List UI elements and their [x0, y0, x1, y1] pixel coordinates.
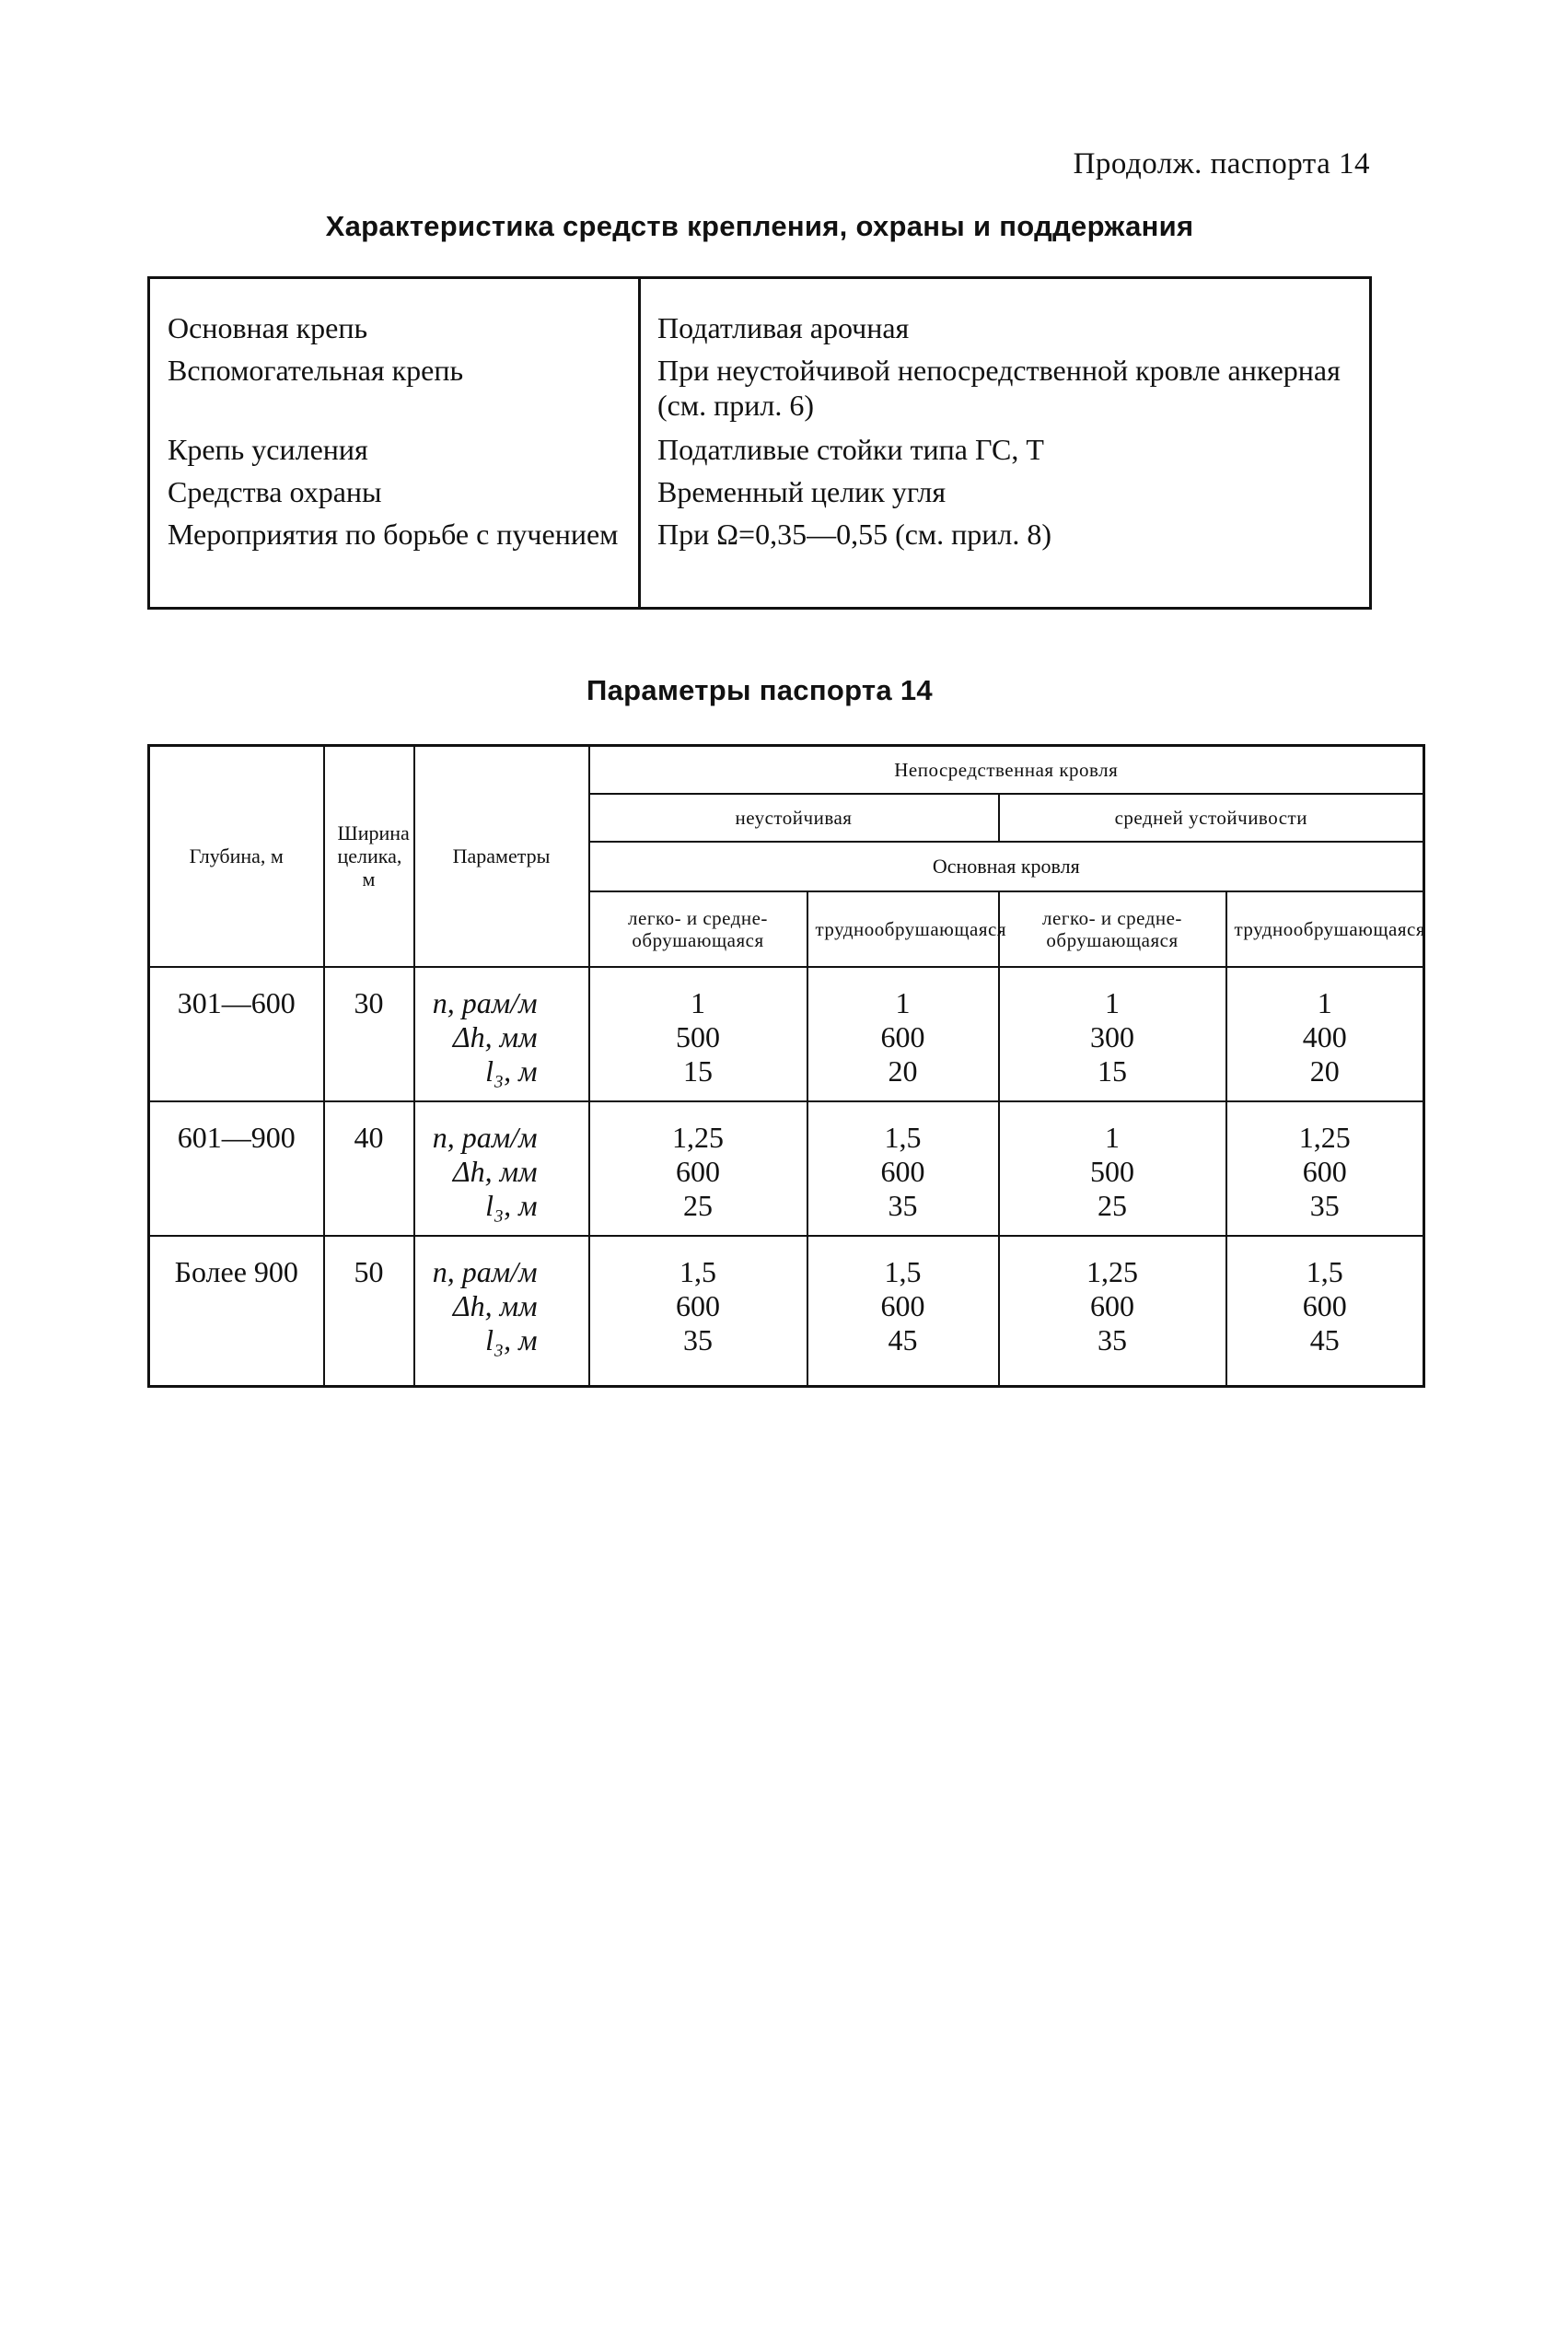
param-label: l₃, м [485, 1053, 538, 1088]
value: 1,25 [1298, 1120, 1351, 1154]
value: 25 [1098, 1188, 1127, 1222]
param-label: n, рам/м [432, 985, 538, 1019]
depth-cell: Более 900 [149, 1236, 324, 1387]
table-row [149, 1101, 1424, 1236]
running-head: Продолж. паспорта 14 [1073, 147, 1370, 180]
value-cell [589, 967, 807, 1101]
depth-cell: 601—900 [149, 1101, 324, 1236]
value: 500 [676, 1019, 720, 1053]
header-sub: труднообрушающаяся [1226, 891, 1424, 967]
header-depth: Глубина, м [149, 746, 324, 967]
value: 1,25 [1086, 1254, 1138, 1288]
value: 1,5 [884, 1120, 922, 1154]
value-cell [589, 1101, 807, 1236]
value: 45 [1309, 1322, 1340, 1356]
value-cell [1226, 1236, 1424, 1387]
value-cell [999, 1101, 1226, 1236]
value: 35 [1098, 1322, 1127, 1356]
param-label: Δh, мм [452, 1154, 538, 1188]
value-cell [807, 1101, 999, 1236]
value: 500 [1090, 1154, 1134, 1188]
value: 1 [1105, 1120, 1120, 1154]
width-cell: 50 [324, 1236, 414, 1387]
value: 600 [1302, 1154, 1347, 1188]
table1-label: Крепь усиления [168, 433, 368, 466]
table-row [149, 1236, 1424, 1387]
value: 45 [888, 1322, 918, 1356]
value-cell [807, 1236, 999, 1387]
value: 15 [683, 1053, 713, 1088]
param-label: n, рам/м [432, 1120, 538, 1154]
value-cell [999, 967, 1226, 1101]
value-cell [807, 967, 999, 1101]
width-cell: 40 [324, 1101, 414, 1236]
table1-value: При Ω=0,35—0,55 (см. прил. 8) [657, 518, 1052, 551]
value: 1 [691, 985, 705, 1019]
value: 600 [1090, 1288, 1134, 1322]
value: 15 [1098, 1053, 1127, 1088]
value: 1,25 [672, 1120, 724, 1154]
header-sub: труднообрушающаяся [807, 891, 999, 967]
value: 600 [1302, 1288, 1347, 1322]
value: 25 [683, 1188, 713, 1222]
value: 600 [676, 1288, 720, 1322]
param-labels-cell [414, 1101, 589, 1236]
value-cell [999, 1236, 1226, 1387]
value: 300 [1090, 1019, 1134, 1053]
param-label: l₃, м [485, 1322, 538, 1356]
value: 1,5 [679, 1254, 716, 1288]
value: 600 [880, 1019, 925, 1053]
table1-value: Податливая арочная [657, 311, 910, 344]
table1-value-column [641, 279, 1369, 607]
header-unstable: неустойчивая [589, 794, 999, 842]
value-cell [1226, 967, 1424, 1101]
value: 600 [880, 1154, 925, 1188]
value: 600 [880, 1288, 925, 1322]
value-cell [589, 1236, 807, 1387]
table1-label-column [150, 279, 641, 607]
param-label: Δh, мм [452, 1019, 538, 1053]
header-sub: легко- и средне-обрушающаяся [999, 891, 1226, 967]
table1-label: Вспомогательная крепь [168, 354, 464, 387]
table-row [149, 967, 1424, 1101]
table1-title: Характеристика средств крепления, охраны и поддержания [325, 210, 1194, 242]
table2-title: Параметры паспорта 14 [587, 674, 933, 706]
header-main-roof: Основная кровля [589, 842, 1424, 891]
depth-cell: 301—600 [149, 967, 324, 1101]
support-characteristics-table [147, 276, 1372, 610]
value: 1,5 [1306, 1254, 1343, 1288]
value: 1,5 [884, 1254, 922, 1288]
value: 20 [1309, 1053, 1340, 1088]
value: 35 [888, 1188, 918, 1222]
table1-value: Податливые стойки типа ГС, Т [657, 433, 1044, 466]
value: 400 [1302, 1019, 1347, 1053]
table1-value: Временный целик угля [657, 475, 947, 508]
header-params: Параметры [414, 746, 589, 967]
table1-value: При неустойчивой непосредственной кровле анкерная (см. прил. 6) [657, 354, 1341, 422]
header-sub: легко- и средне-обрушающаяся [589, 891, 807, 967]
param-label: l₃, м [485, 1188, 538, 1222]
passport-parameters-table [147, 744, 1425, 1388]
table1-label: Мероприятия по борьбе с пучением [168, 518, 619, 551]
header-immediate-roof: Непосредственная кровля [589, 746, 1424, 794]
param-label: n, рам/м [432, 1254, 538, 1288]
width-cell: 30 [324, 967, 414, 1101]
param-labels-cell [414, 1236, 589, 1387]
value: 35 [1309, 1188, 1340, 1222]
param-label: Δh, мм [452, 1288, 538, 1322]
value: 20 [888, 1053, 918, 1088]
param-labels-cell [414, 967, 589, 1101]
table1-label: Средства охраны [168, 475, 382, 508]
table1-label: Основная крепь [168, 311, 368, 344]
header-width: Ширина целика, м [324, 746, 414, 967]
value-cell [1226, 1101, 1424, 1236]
value: 600 [676, 1154, 720, 1188]
value: 1 [1317, 985, 1332, 1019]
value: 1 [895, 985, 911, 1019]
value: 1 [1105, 985, 1120, 1019]
value: 35 [683, 1322, 713, 1356]
header-medium: средней устойчивости [999, 794, 1424, 842]
